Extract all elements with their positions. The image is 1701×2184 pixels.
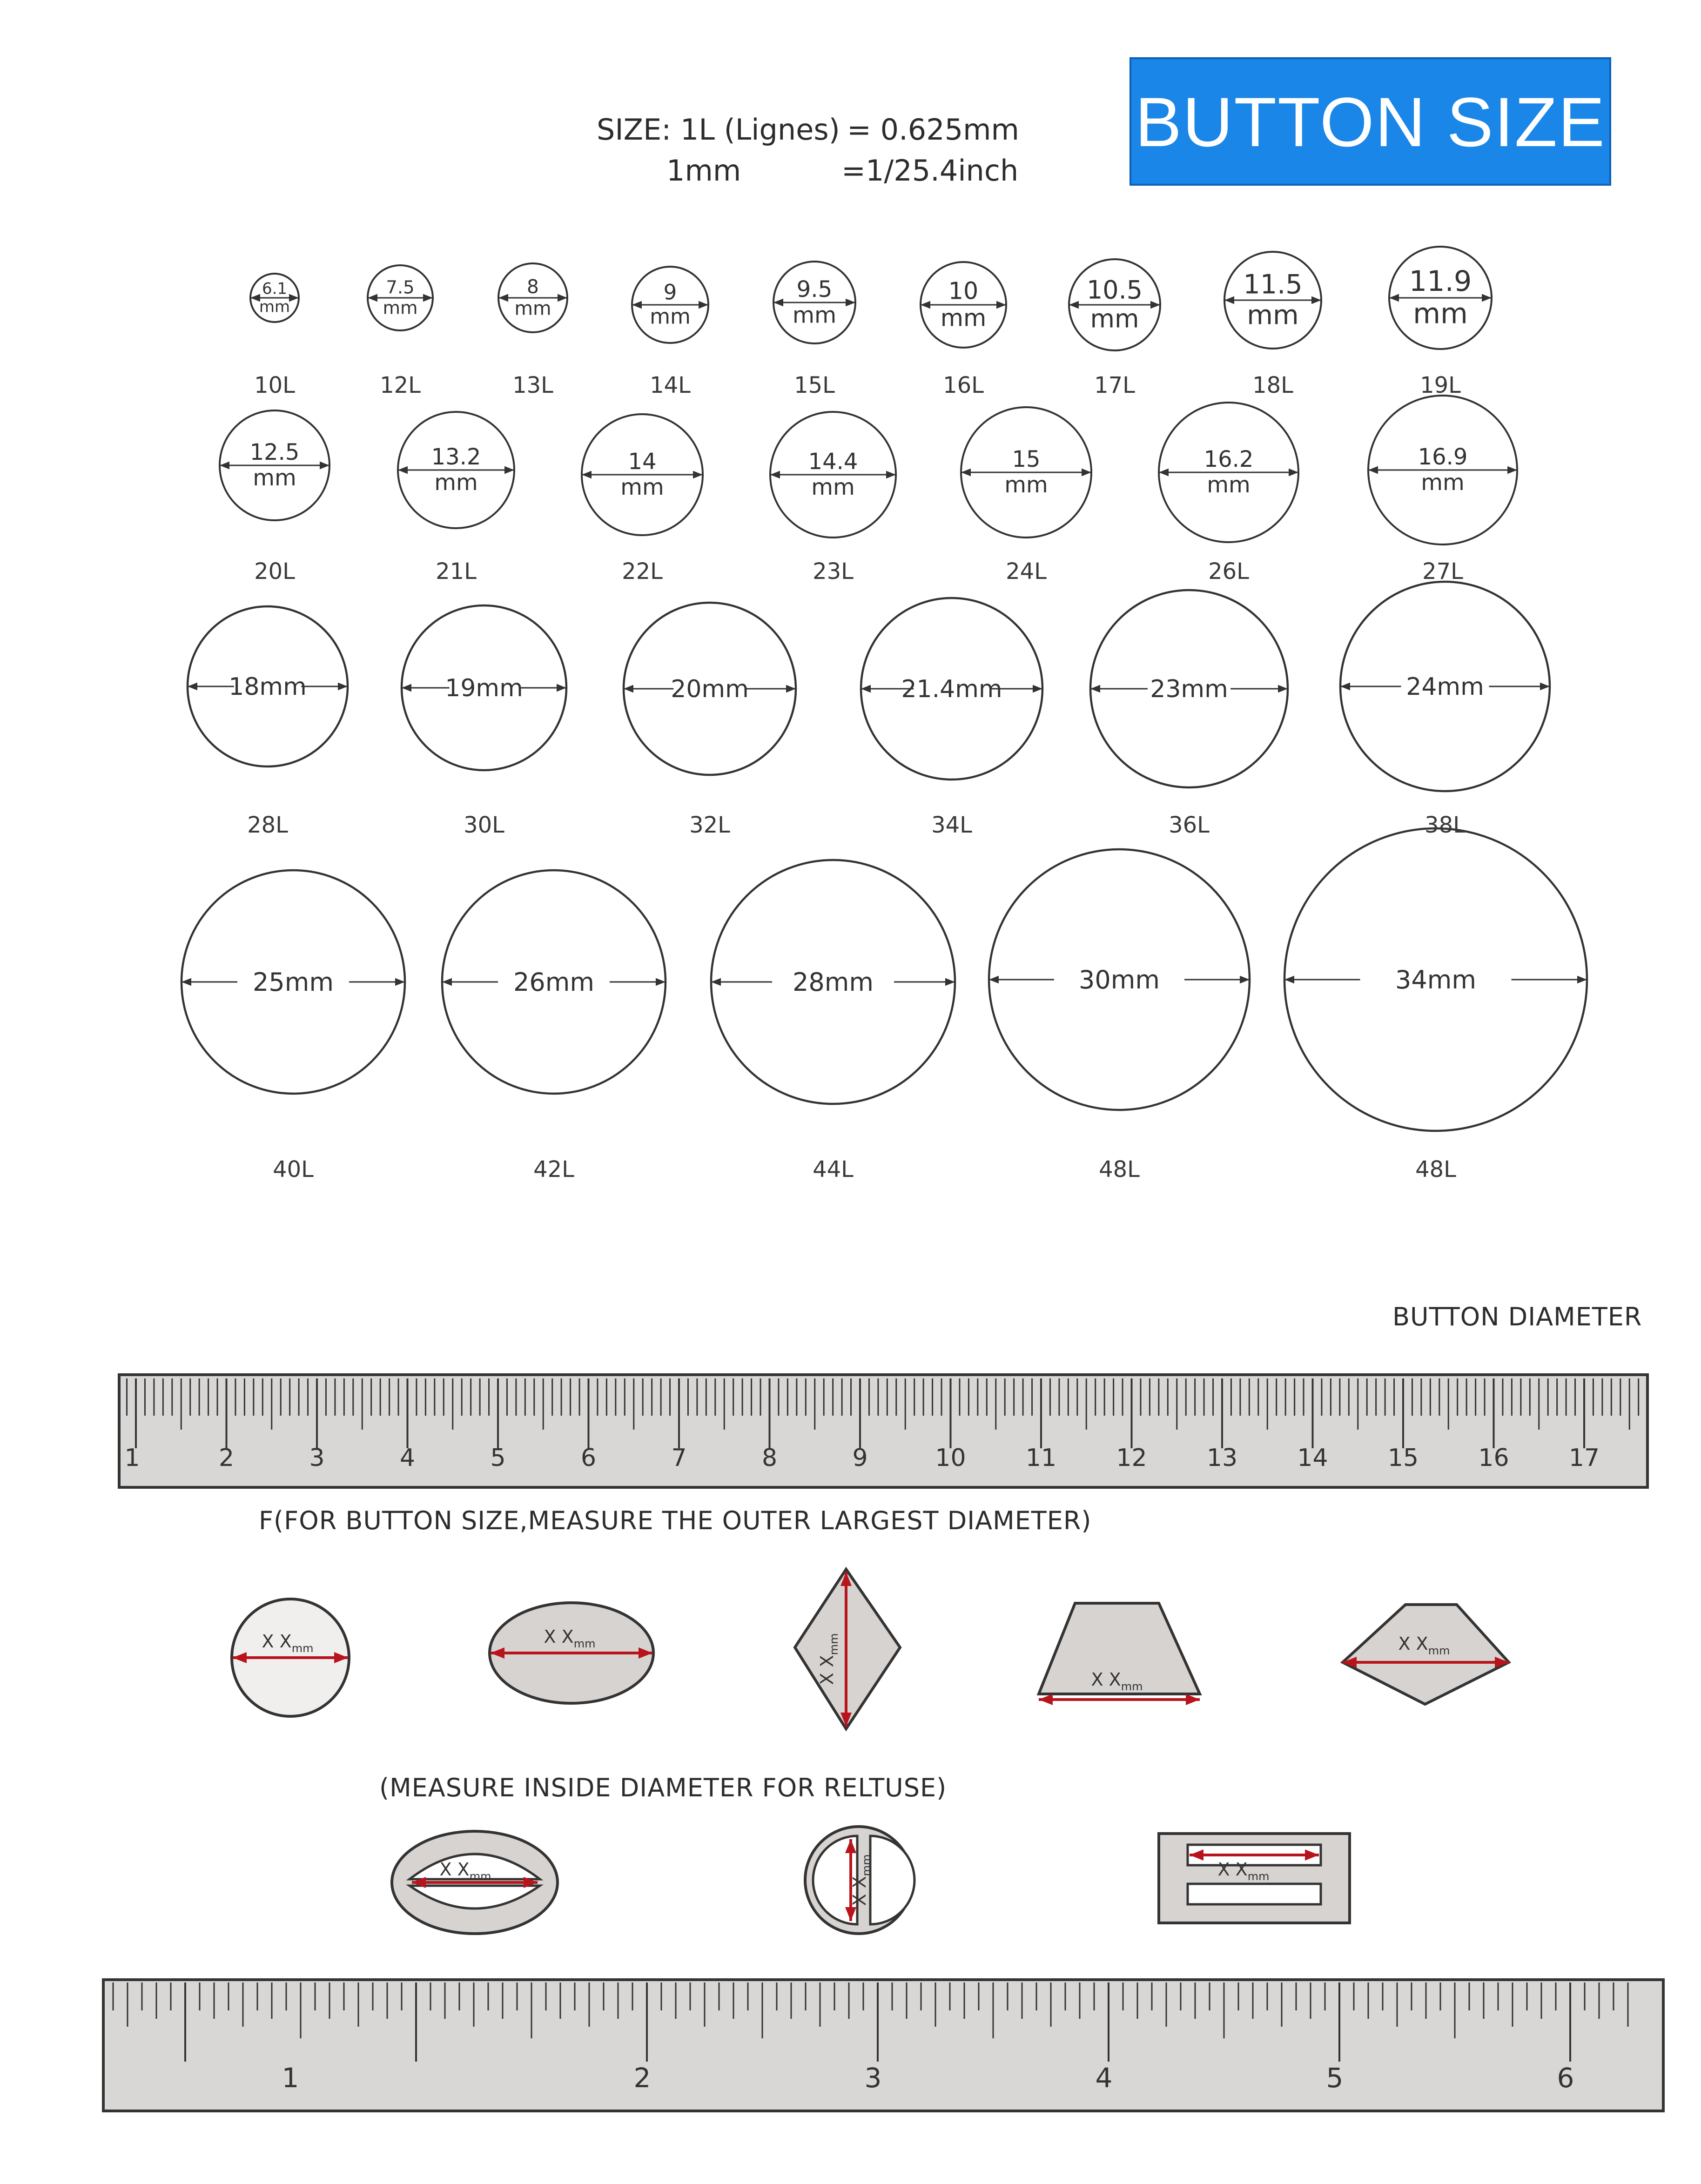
button-size-40L (182, 870, 405, 1094)
ruler-label: 14 (1297, 1444, 1328, 1472)
button-size-36L (1090, 590, 1288, 787)
diameter-value: 10.5 (1087, 275, 1143, 305)
ligne-label: 23L (813, 558, 854, 585)
button-size-48L (989, 849, 1250, 1110)
ruler-label: 4 (1095, 2062, 1113, 2094)
ruler-label: 5 (490, 1444, 506, 1472)
button-size-15L (773, 262, 855, 343)
button-size-42L (442, 870, 666, 1094)
ligne-label: 27L (1422, 558, 1463, 585)
button-size-48L (1284, 828, 1587, 1131)
ligne-label: 19L (1420, 372, 1461, 398)
button-size-17L (1069, 259, 1160, 350)
diameter-value: 9.5 (796, 276, 833, 302)
ruler-label: 12 (1116, 1444, 1147, 1472)
diameter-value: 7.5 (386, 277, 415, 298)
button-size-23L (770, 412, 896, 538)
xx-label: X $X_{mm}$ (262, 1631, 314, 1655)
ligne-label: 34L (931, 812, 972, 838)
ligne-label: 28L (247, 812, 288, 838)
ruler-label: 10 (935, 1444, 966, 1472)
button-size-10L (250, 274, 299, 322)
ruler-label: 1 (282, 2062, 299, 2094)
cm-ruler (117, 1373, 1649, 1489)
example-trapezoid (1039, 1603, 1200, 1700)
ligne-label: 20L (254, 558, 295, 585)
xx-label: X $X_{mm}$ (544, 1626, 596, 1650)
ligne-label: 48L (1099, 1156, 1140, 1183)
inch-ruler (101, 1978, 1665, 2113)
outer-diameter-caption: F(FOR BUTTON SIZE,MEASURE THE OUTER LARGEST DIAMETER) (259, 1506, 1092, 1535)
diameter-unit: mm (253, 465, 296, 491)
diameter-unit: mm (811, 474, 855, 501)
diameter-value: 15 (1012, 446, 1041, 472)
button-diameter-label: BUTTON DIAMETER (1392, 1302, 1642, 1331)
diameter-value: 26mm (513, 967, 594, 997)
button-size-44L (711, 860, 955, 1104)
page-title: BUTTON SIZE (1135, 83, 1606, 161)
diameter-value: 8 (527, 275, 539, 298)
diameter-value: 20mm (671, 675, 749, 704)
button-size-19L (1389, 247, 1492, 349)
measure-examples (0, 1554, 1701, 1973)
diameter-value: 24mm (1406, 673, 1484, 701)
ruler-label: 17 (1568, 1444, 1600, 1472)
diameter-value: 34mm (1395, 965, 1476, 995)
ruler-body (103, 1980, 1663, 2111)
button-size-34L (861, 598, 1042, 780)
ligne-label: 10L (254, 372, 295, 398)
ligne-label: 24L (1006, 558, 1047, 585)
ruler-label: 2 (218, 1444, 235, 1472)
diameter-value: 16.2 (1203, 446, 1254, 472)
lignes-value: = 0.625mm (847, 113, 1019, 147)
diameter-unit: mm (1413, 297, 1468, 330)
diameter-value: 14.4 (808, 449, 858, 475)
ligne-label: 40L (273, 1156, 314, 1183)
button-size-38L (1340, 582, 1550, 791)
diameter-value: 25mm (253, 967, 334, 997)
ruler-label: 7 (671, 1444, 687, 1472)
ligne-label: 12L (380, 372, 421, 398)
diameter-value: 18mm (229, 673, 307, 701)
diameter-unit: mm (1247, 300, 1299, 331)
ruler-label: 6 (1557, 2062, 1574, 2094)
diameter-value: 9 (663, 280, 677, 305)
lignes-label: SIZE: 1L (Lignes) (597, 113, 840, 147)
diameter-value: 13.2 (431, 444, 481, 470)
xx-label: X $X_{mm}$ (817, 1633, 840, 1685)
ligne-label: 13L (512, 372, 553, 398)
example-round-buckle (805, 1827, 914, 1934)
example-rect-buckle (1159, 1834, 1350, 1923)
diameter-unit: mm (434, 470, 478, 496)
button-size-22L (582, 414, 703, 535)
xx-label: X $X_{mm}$ (849, 1854, 873, 1906)
ligne-label: 21L (436, 558, 477, 585)
ligne-label: 26L (1208, 558, 1249, 585)
diameter-value: 14 (628, 449, 657, 475)
ruler-label: 3 (864, 2062, 882, 2094)
diameter-value: 11.9 (1409, 265, 1472, 298)
xx-label: X $X_{mm}$ (1091, 1669, 1143, 1693)
ruler-label: 8 (761, 1444, 778, 1472)
diameter-unit: mm (1004, 472, 1048, 498)
ligne-label: 48L (1415, 1156, 1456, 1183)
ruler-label: 9 (852, 1444, 868, 1472)
diameter-value: 28mm (793, 967, 874, 997)
diameter-unit: mm (650, 304, 691, 329)
mm-label: 1mm (666, 154, 741, 188)
ruler-label: 5 (1326, 2062, 1344, 2094)
button-size-26L (1159, 403, 1298, 542)
ruler-label: 4 (399, 1444, 416, 1472)
diameter-unit: mm (1207, 472, 1251, 498)
xx-label: X $X_{mm}$ (1398, 1633, 1450, 1657)
ligne-label: 16L (943, 372, 984, 398)
ruler-label: 13 (1206, 1444, 1238, 1472)
xx-label: X $X_{mm}$ (1217, 1859, 1270, 1883)
ruler-label: 3 (309, 1444, 325, 1472)
diameter-value: 19mm (445, 674, 523, 703)
diameter-unit: mm (514, 297, 551, 320)
button-size-21L (398, 412, 514, 528)
diameter-value: 10 (948, 277, 979, 305)
ligne-label: 17L (1094, 372, 1135, 398)
xx-label: X $X_{mm}$ (439, 1859, 491, 1883)
ligne-label: 32L (689, 812, 730, 838)
mm-value: =1/25.4inch (841, 154, 1019, 188)
diameter-unit: mm (383, 297, 418, 319)
diameter-value: 30mm (1079, 965, 1160, 995)
ligne-label: 38L (1425, 812, 1466, 838)
ruler-label: 1 (124, 1444, 140, 1472)
button-size-12L (368, 265, 433, 330)
example-diamond (795, 1569, 900, 1729)
button-size-20L (220, 410, 329, 520)
diameter-unit: mm (620, 474, 664, 501)
example-oval-ring (392, 1831, 558, 1934)
button-size-14L (632, 267, 708, 343)
button-size-27L (1368, 396, 1517, 544)
ligne-label: 15L (794, 372, 835, 398)
diameter-value: 16.9 (1418, 444, 1468, 470)
ligne-label: 44L (813, 1156, 854, 1183)
ligne-label: 36L (1169, 812, 1210, 838)
ruler-label: 15 (1387, 1444, 1419, 1472)
diameter-value: 11.5 (1243, 269, 1303, 300)
example-circle (232, 1599, 349, 1716)
ruler-label: 6 (580, 1444, 597, 1472)
button-size-18L (1224, 252, 1321, 349)
ruler-label: 16 (1478, 1444, 1509, 1472)
inside-diameter-caption: (MEASURE INSIDE DIAMETER FOR RELTUSE) (379, 1773, 947, 1802)
diameter-unit: mm (1421, 470, 1465, 496)
ligne-label: 22L (622, 558, 663, 585)
button-size-32L (624, 603, 796, 775)
ligne-label: 14L (650, 372, 691, 398)
ligne-label: 18L (1252, 372, 1293, 398)
diameter-unit: mm (792, 302, 837, 329)
diameter-value: 21.4mm (901, 675, 1002, 704)
button-size-16L (921, 262, 1006, 348)
diameter-unit: mm (940, 304, 987, 332)
button-size-24L (961, 407, 1091, 538)
diameter-value: 6.1 (262, 279, 288, 298)
diameter-value: 12.5 (249, 439, 300, 465)
ligne-label: 42L (533, 1156, 574, 1183)
button-size-28L (188, 606, 348, 766)
example-oval (490, 1603, 653, 1703)
button-size-30L (402, 605, 566, 770)
ligne-label: 30L (464, 812, 504, 838)
ruler-label: 11 (1025, 1444, 1057, 1472)
diameter-unit: mm (259, 297, 290, 316)
ruler-label: 2 (633, 2062, 651, 2094)
diameter-unit: mm (1090, 304, 1139, 334)
button-size-13L (498, 263, 567, 332)
example-hexagon (1343, 1605, 1509, 1704)
diameter-value: 23mm (1150, 675, 1228, 704)
